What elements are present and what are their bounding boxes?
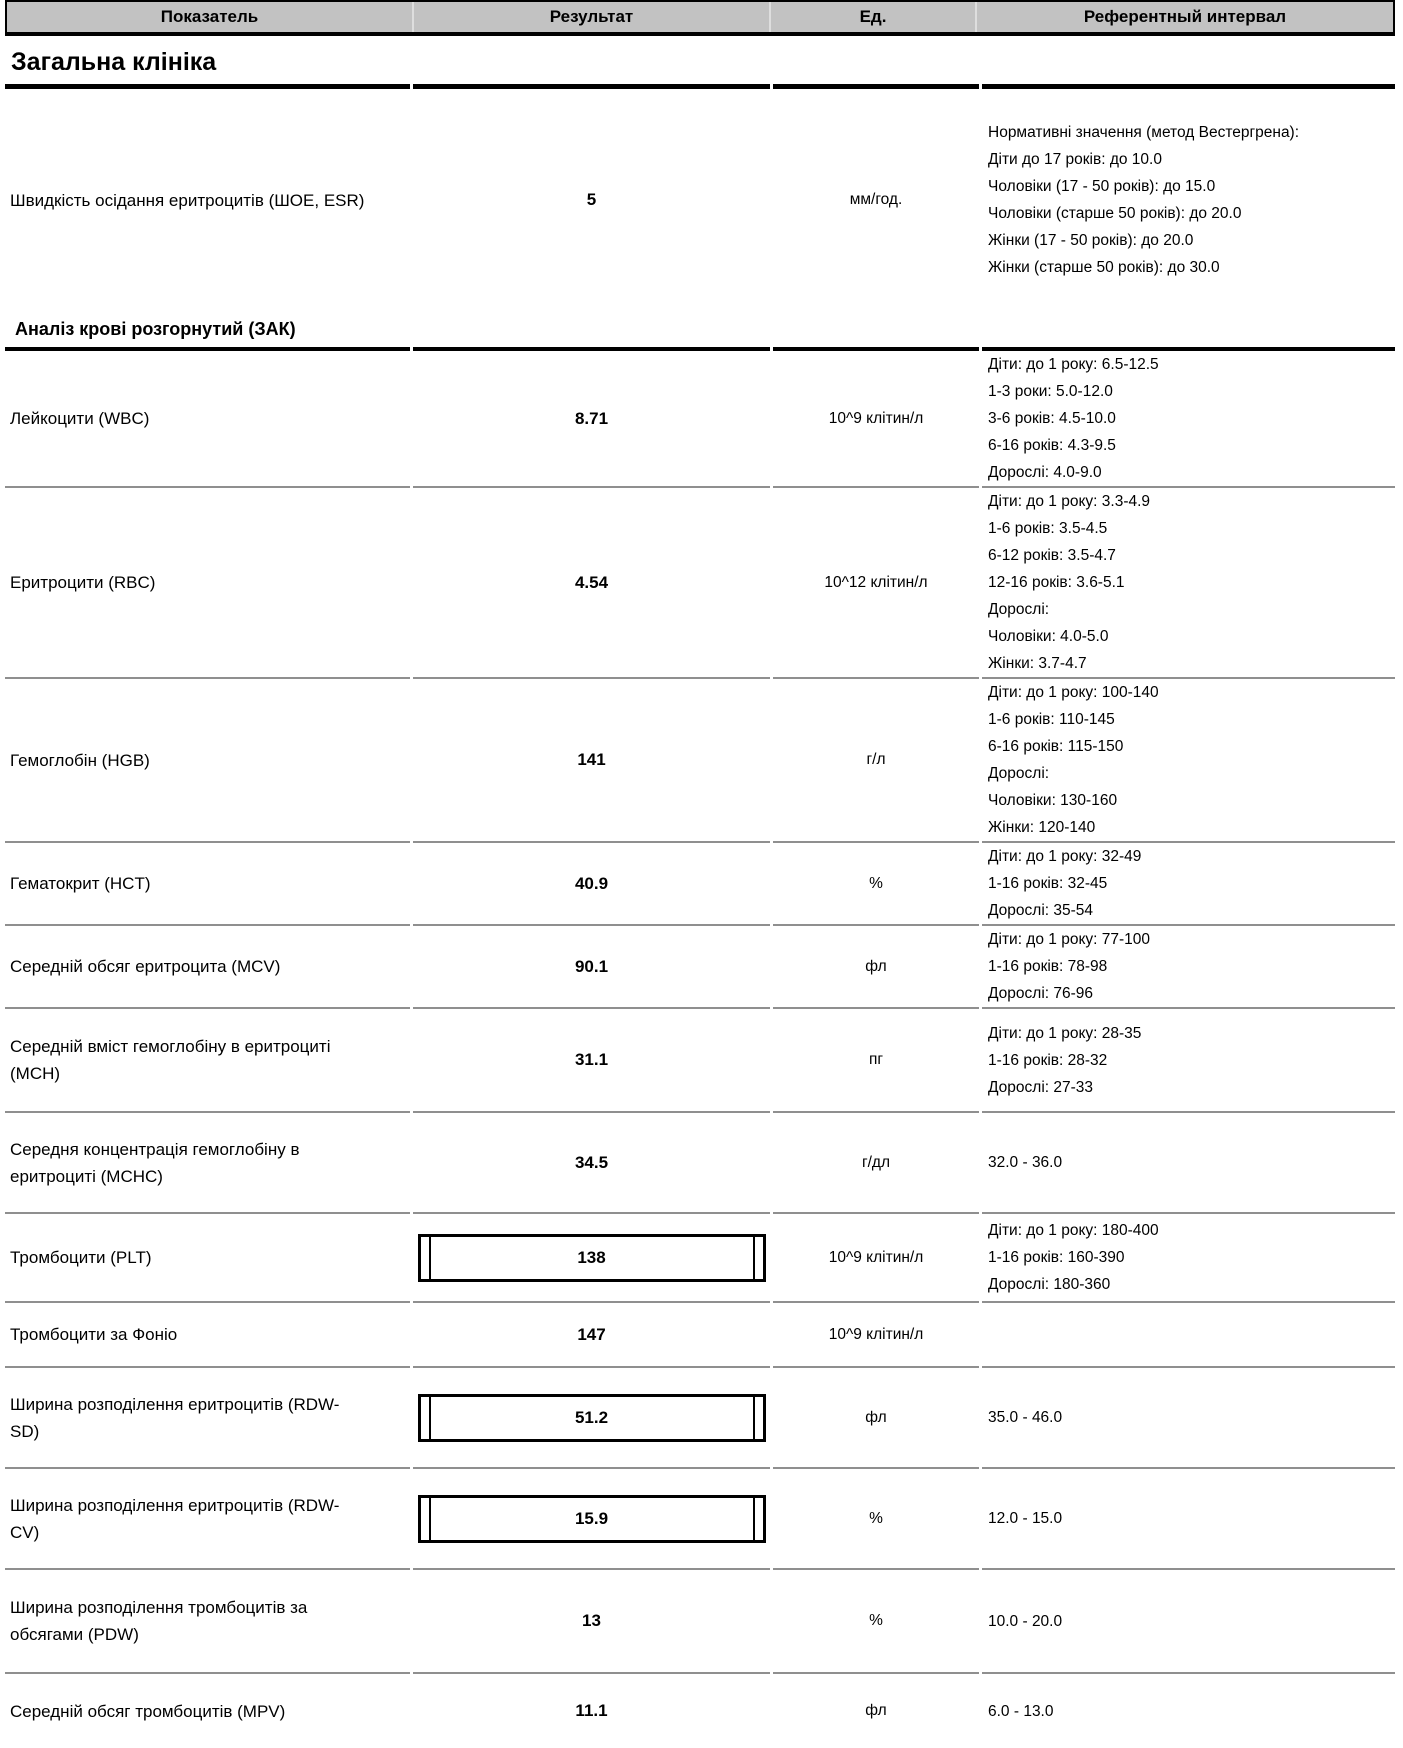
reference-line: Дорослі: 4.0-9.0: [988, 464, 1102, 481]
parameter-label: [5, 679, 410, 843]
reference-interval: [982, 1469, 1395, 1570]
table-row: [5, 89, 1395, 311]
reference-line: 6.0 - 13.0: [988, 1702, 1054, 1720]
unit-text: %: [869, 1612, 883, 1629]
parameter-label-line: Лейкоцити (WBC): [10, 409, 150, 428]
reference-line: Дорослі: 27-33: [988, 1078, 1094, 1096]
result-value: 8.71: [574, 408, 609, 428]
unit-text: мм/год.: [849, 191, 903, 208]
reference-line: 1-6 років: 110-145: [988, 711, 1115, 728]
unit-text: фл: [865, 957, 887, 975]
reference-interval: [982, 1214, 1395, 1303]
reference-line: Дорослі:: [988, 601, 1050, 618]
reference-line: 10.0 - 20.0: [988, 1612, 1063, 1630]
parameter-label-line: Середній обсяг еритроцита (MCV): [10, 957, 281, 976]
result-value: 40.9: [574, 873, 609, 893]
table-row: [5, 1113, 1395, 1214]
reference-interval: [982, 843, 1395, 926]
result-value: 13: [582, 1611, 601, 1630]
unit-text: %: [869, 874, 883, 892]
reference-line: Жінки: 120-140: [988, 819, 1096, 836]
table-row: [5, 1570, 1395, 1674]
result-cell: [413, 1009, 770, 1113]
unit-text: г/дл: [861, 1153, 891, 1171]
reference-line: 35.0 - 46.0: [988, 1409, 1063, 1426]
column-header-reference: Референтный интервал: [975, 2, 1393, 32]
reference-line: Дорослі:: [988, 765, 1050, 782]
reference-interval: [982, 89, 1395, 311]
unit-text: %: [869, 1509, 883, 1527]
column-header-result: Результат: [412, 2, 769, 32]
unit-label: [773, 926, 979, 1009]
reference-line: Жінки (17 - 50 років): до 20.0: [988, 232, 1194, 249]
result-value: 31.1: [574, 1050, 609, 1069]
reference-line: Жінки (старше 50 років): до 30.0: [988, 259, 1220, 276]
unit-text: 10^9 клітин/л: [828, 1248, 924, 1266]
result-cell: [413, 679, 770, 843]
reference-line: 1-6 років: 3.5-4.5: [988, 520, 1108, 537]
result-value: 90.1: [574, 956, 609, 976]
table-row: [5, 488, 1395, 679]
result-value: 51.2: [574, 1407, 609, 1427]
parameter-label: [5, 843, 410, 926]
table-row: [5, 926, 1395, 1009]
result-value: 5: [586, 190, 597, 209]
reference-line: 12.0 - 15.0: [988, 1510, 1063, 1527]
reference-line: 6-12 років: 3.5-4.7: [988, 547, 1116, 564]
reference-interval: [982, 679, 1395, 843]
unit-label: [773, 1113, 979, 1214]
result-value: 11.1: [575, 1701, 608, 1720]
parameter-label-line: Середній обсяг тромбоцитів (MPV): [10, 1701, 286, 1721]
parameter-label-line: Тромбоцити за Фоніо: [10, 1325, 178, 1344]
parameter-label-line: обсягами (PDW): [10, 1625, 139, 1644]
parameter-label-line: Ширина розподілення тромбоцитів за: [10, 1598, 308, 1617]
reference-line: Дорослі: 76-96: [988, 985, 1094, 1002]
parameter-label-line: Швидкість осідання еритроцитів (ШОЕ, ESR): [10, 190, 365, 210]
unit-text: г/л: [866, 751, 886, 768]
table-row: [5, 351, 1395, 488]
reference-line: Чоловіки (17 - 50 років): до 15.0: [988, 178, 1216, 195]
result-value: 138: [577, 1247, 606, 1267]
result-cell: [413, 926, 770, 1009]
parameter-label: [5, 1214, 410, 1303]
parameter-label: [5, 926, 410, 1009]
reference-line: Чоловіки: 130-160: [988, 792, 1118, 809]
table-row: [5, 1674, 1395, 1748]
reference-line: Діти: до 1 року: 180-400: [988, 1222, 1159, 1239]
parameter-label: [5, 1570, 410, 1674]
parameter-label: [5, 1368, 410, 1469]
result-cell: [413, 1570, 770, 1674]
reference-line: 1-16 років: 160-390: [988, 1249, 1125, 1266]
reference-line: Діти: до 1 року: 77-100: [988, 931, 1151, 948]
result-cell: [413, 488, 770, 679]
reference-line: Діти: до 1 року: 28-35: [988, 1024, 1142, 1042]
parameter-label: [5, 1303, 410, 1368]
result-flag-box: [418, 1495, 766, 1543]
parameter-label-line: Гемоглобін (HGB): [10, 750, 150, 770]
column-header-unit: Ед.: [769, 2, 975, 32]
reference-line: Дорослі: 35-54: [988, 902, 1094, 919]
reference-line: 1-16 років: 32-45: [988, 875, 1108, 892]
result-value: 34.5: [574, 1152, 609, 1172]
cbc-rows-group: [5, 351, 1395, 1748]
parameter-label-line: Еритроцити (RBC): [10, 573, 156, 592]
reference-line: 32.0 - 36.0: [988, 1154, 1063, 1171]
reference-interval: [982, 1368, 1395, 1469]
reference-interval: [982, 1570, 1395, 1674]
parameter-label: [5, 1009, 410, 1113]
reference-line: Діти: до 1 року: 6.5-12.5: [988, 356, 1159, 373]
result-cell: [413, 351, 770, 488]
reference-line: 6-16 років: 115-150: [988, 738, 1124, 755]
parameter-label-line: еритроциті (MCHC): [10, 1166, 163, 1186]
unit-label: [773, 1009, 979, 1113]
unit-text: фл: [865, 1702, 887, 1719]
table-row: [5, 843, 1395, 926]
reference-line: Нормативні значення (метод Вестергрена):: [988, 124, 1300, 141]
table-row: [5, 679, 1395, 843]
result-value: 147: [577, 1324, 606, 1344]
reference-line: 1-16 років: 78-98: [988, 958, 1108, 975]
parameter-label-line: Ширина розподілення еритроцитів (RDW-: [10, 1495, 340, 1515]
reference-line: 1-16 років: 28-32: [988, 1051, 1108, 1069]
result-cell: [413, 1368, 770, 1469]
section-title: Загальна клініка: [11, 48, 217, 76]
parameter-label: [5, 488, 410, 679]
parameter-label-line: Середня концентрація гемоглобіну в: [10, 1139, 300, 1159]
reference-line: 1-3 роки: 5.0-12.0: [988, 383, 1113, 400]
parameter-label-line: Гематокрит (HCT): [10, 874, 151, 893]
reference-interval: [982, 926, 1395, 1009]
column-header-indicator: Показатель: [160, 7, 259, 26]
unit-label: [773, 1214, 979, 1303]
reference-line: Діти: до 1 року: 100-140: [988, 684, 1159, 701]
reference-line: 3-6 років: 4.5-10.0: [988, 410, 1116, 427]
unit-label: [773, 351, 979, 488]
reference-line: Дорослі: 180-360: [988, 1276, 1111, 1293]
parameter-label: [5, 351, 410, 488]
result-cell: [413, 1674, 770, 1748]
reference-interval: [982, 351, 1395, 488]
reference-line: Чоловіки (старше 50 років): до 20.0: [988, 205, 1242, 222]
parameter-label: [5, 1113, 410, 1214]
parameter-label-line: CV): [10, 1522, 40, 1542]
reference-line: Діти: до 1 року: 32-49: [988, 848, 1142, 865]
result-value: 15.9: [574, 1508, 609, 1528]
reference-line: Діти до 17 років: до 10.0: [988, 151, 1162, 168]
result-value: 4.54: [574, 572, 609, 592]
result-cell: [413, 843, 770, 926]
unit-text: пг: [868, 1051, 884, 1068]
unit-text: 10^9 клітин/л: [828, 409, 924, 427]
result-flag-box: [418, 1394, 766, 1442]
unit-text: фл: [865, 1408, 887, 1426]
reference-line: Жінки: 3.7-4.7: [988, 655, 1087, 672]
unit-text: 10^9 клітин/л: [828, 1325, 924, 1343]
parameter-label-line: Середній вміст гемоглобіну в еритроциті: [10, 1037, 331, 1056]
table-row: [5, 1009, 1395, 1113]
unit-label: [773, 1674, 979, 1748]
parameter-label: [5, 1469, 410, 1570]
unit-label: [773, 843, 979, 926]
result-cell: [413, 1113, 770, 1214]
parameter-label-line: Ширина розподілення еритроцитів (RDW-: [10, 1394, 340, 1414]
result-flag-box: [418, 1234, 766, 1282]
table-row: [5, 1469, 1395, 1570]
reference-line: 6-16 років: 4.3-9.5: [988, 437, 1116, 454]
reference-line: Діти: до 1 року: 3.3-4.9: [988, 493, 1151, 510]
reference-line: Чоловіки: 4.0-5.0: [988, 628, 1109, 645]
unit-text: 10^12 клітин/л: [824, 573, 928, 591]
parameter-label-line: SD): [10, 1421, 40, 1441]
general-rows-group: [5, 89, 1395, 311]
table-row: [5, 1303, 1395, 1368]
unit-label: [773, 1469, 979, 1570]
reference-interval: [982, 1113, 1395, 1214]
table-header: [5, 0, 1395, 36]
unit-label: [773, 89, 979, 311]
unit-label: [773, 1368, 979, 1469]
result-cell: [413, 1303, 770, 1368]
result-cell: [413, 89, 770, 311]
table-row: [5, 1368, 1395, 1469]
unit-label: [773, 1570, 979, 1674]
parameter-label: [5, 1674, 410, 1748]
reference-interval: [982, 488, 1395, 679]
parameter-label-line: (MCH): [10, 1064, 61, 1083]
reference-interval: [982, 1674, 1395, 1748]
table-row: [5, 1214, 1395, 1303]
result-cell: [413, 1469, 770, 1570]
reference-interval: [982, 1009, 1395, 1113]
parameter-label: [5, 89, 410, 311]
reference-line: 12-16 років: 3.6-5.1: [988, 574, 1125, 591]
subsection-title: Аналіз крові розгорнутий (ЗАК): [15, 319, 296, 339]
result-value: 141: [577, 750, 606, 769]
unit-label: [773, 1303, 979, 1368]
unit-label: [773, 679, 979, 843]
result-cell: [413, 1214, 770, 1303]
parameter-label-line: Тромбоцити (PLT): [10, 1248, 152, 1267]
reference-interval: [982, 1303, 1395, 1368]
unit-label: [773, 488, 979, 679]
